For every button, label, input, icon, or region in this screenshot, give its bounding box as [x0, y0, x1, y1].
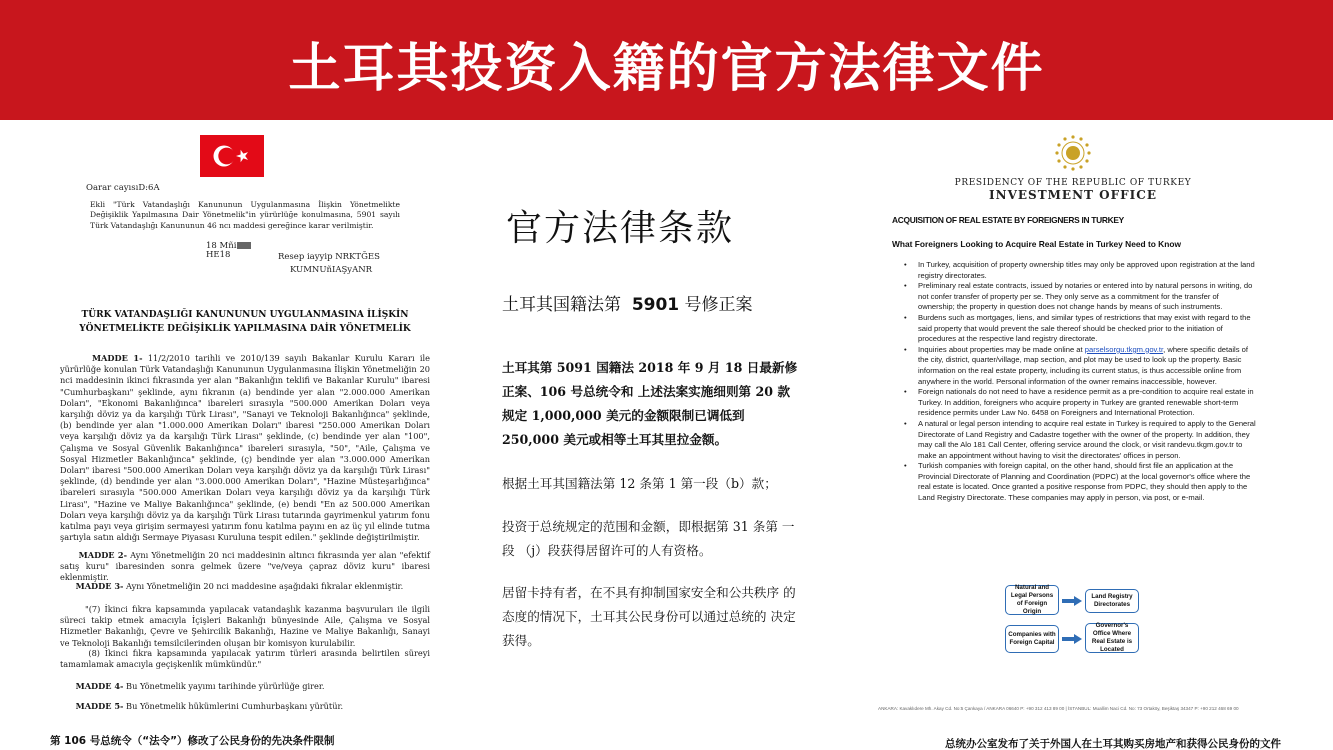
article-1: MADDE 1- 11/2/2010 tarihli ve 2010/139 sayılı Bakanlar Kurulu Kararı ile yürürlüğe konulan Türk Vatandaşlığı Kanununun Uygulanmasına İlişkin Yönetmeliğin 20 nci maddesinin ikinci fıkrasında yer alan "Bakanlığın teklifi ve Bakanlar Kurulu" ibaresi "Cumhurbaşkanı" şeklinde, aynı fıkranın (a) bendinde yer alan "2.000.000 Amerikan Doları", "Ekonomi Bakanlığınca" ibareleri sırasıyla "500.000 Amerikan Doları veya karşılığı döviz ya da karşılığı Türk Lirası", "Sanayi ve Teknoloji Bakanlığınca" şeklinde, (b) bendinde yer alan "1.000.000 Amerikan Doları" ibaresi "250.000 Amerikan Doları veya karşılığı döviz ya da karşılığı Türk Lirası" şeklinde, (c) bendinde yer alan "100", Çalışma ve Sosyal Güvenlik Bakanlığınca" ibareleri sırasıyla, "50", "Aile, Çalışma ve Sosyal Hizmetler Bakanlığınca" şeklinde, (ç) bendinde yer alan "3.000.000 Amerikan Doları" ibaresi "500.000 Amerikan Doları veya karşılığı döviz ya da karşılığı Türk Lirası" şeklinde, (d) bendinde yer alan "3.000.000 Amerikan Doları", "Hazine Müsteşarlığınca" ibareleri sırasıyla "500.000 Amerikan Doları veya karşılığı döviz ya da karşılığı Türk Lirası", "Hazine ve Maliye Bakanlığınca" şeklinde, (e) bendi "En az 500.000 Amerikan Doları veya karşılığı döviz ya da karşılığı Türk Lirası tutarında gayrimenkul yatırım fonu katılma payı veya girişim sermayesi yatırım fonu katılma payını en az üç yıl elinde tutma şartıyla satın aldığı Sermaye Piyasası Kuruluna tespit edilen." şeklinde değiştirilmiştir. — [60, 353, 430, 543]
official-clauses-title: 官方法律条款 — [506, 208, 735, 249]
what-foreigners-heading: What Foreigners Looking to Acquire Real Estate in Turkey Need to Know — [892, 239, 1181, 249]
right-document-caption: 总统办公室发布了关于外国人在土耳其购买房地产和获得公民身份的文件 — [945, 738, 1281, 750]
list-item: • Turkish companies with foreign capital, on the other hand, should first file an application at the Provincial Directorate of Planning and Coordination (PDPC) at the local governor's office where the real estate is located. Once granted a positive response from PDPC, they should then apply to the Land Registry Directorate. These companies may apply in person, via post, or e-mail. — [904, 461, 1256, 503]
list-item: • Preliminary real estate contracts, issued by notaries or entered into by natural persons in writing, do not confer transfer of property per se. They only serve as a commitment for the transfer of ownership; the property in question does not change hands by means of such instruments. — [904, 281, 1256, 313]
amendment-subtitle: 土耳其国籍法第 5901 号修正案 — [502, 295, 753, 315]
flow-arrow-icon — [1062, 634, 1082, 644]
list-item: • Foreign nationals do not need to have a residence permit as a pre-condition to acquire real estate in Turkey. In addition, foreigners who acquire property in Turkey are granted renewable short-term residence permits under Law No. 6458 on Foreigners and International Protection. — [904, 387, 1256, 419]
investment-office-document — [878, 122, 1268, 722]
amendment-paragraph-4: 居留卡持有者，在不具有抑制国家安全和公共秩序 的态度的情况下，土耳其公民身份可以通过总统的 决定获得。 — [502, 585, 796, 648]
decree-date-2: HE18 — [206, 250, 231, 260]
decree-reference: Oarar cayısıD:6A — [86, 183, 160, 193]
article-5: MADDE 5- Bu Yönetmelik hükümlerini Cumhurbaşkanı yürütür. — [75, 701, 344, 711]
decree-intro: Ekli "Türk Vatandaşlığı Kanununun Uygulanmasına İlişkin Yönetmelikte Değişiklik Yapılmasına Dair Yönetmelik"in yürürlüğe konulmasına, 5901 sayılı Türk Vatandaşlığı Kanununun 46 ncı maddesi gereğince karar verilmiştir. — [90, 200, 400, 230]
list-item: • A natural or legal person intending to acquire real estate in Turkey is required to apply to the General Directorate of Land Registry and Cadastre together with the owner of the property. In addition, they may call the Alo 181 Call Center, offering service around the clock, or visit randevu.tkgm.gov.tr to make an appointment without having to visit the directorates' offices in person. — [904, 419, 1256, 461]
flow-box-governors-office: Governor's Office Where Real Estate is Located — [1085, 623, 1139, 653]
turkish-flag-icon — [200, 135, 264, 177]
flow-box-natural-persons: Natural and Legal Persons of Foreign Origin — [1005, 585, 1059, 615]
regulation-heading-1: TÜRK VATANDAŞLIĞI KANUNUNUN UYGULANMASINA İLİŞKİN — [81, 310, 409, 320]
list-item: • Inquiries about properties may be made online at parselsorgu.tkgm.gov.tr, where specific details of the city, district, quarter/village, map section, and plot may be used to look up the property. Basic information on the real estate property, including its current status, is thus accessible online from anywhere in the world. Personal information of the owner remains inaccessible, however. — [904, 345, 1256, 387]
amendment-paragraph-2: 根据土耳其国籍法第 12 条第 1 第一段（b）款； — [502, 476, 777, 491]
signature-title: KUMNUñIAŞyANR — [290, 265, 373, 275]
turkish-decree-document — [40, 128, 440, 728]
amendment-paragraph-3: 投资于总统规定的范围和金额，即根据第 31 条第 一段 （j）段获得居留许可的人有资格。 — [502, 519, 795, 558]
amendment-paragraph-1: 土耳其第 5091 国籍法 2018 年 9 月 18 日最新修 正案、106 号总统令和 上述法案实施细则第 20 款 规定 1,000,000 美元的金额限制已调低到 250,000 美元或相等土耳其里拉金额。 — [502, 360, 798, 447]
list-item: • In Turkey, acquisition of property ownership titles may only be approved upon registration at the land registry directorates. — [904, 260, 1256, 281]
left-document-caption: 第 106 号总统令（“法令”）修改了公民身份的先决条件限制 — [50, 735, 335, 747]
parselsorgu-link[interactable]: parselsorgu.tkgm.gov.tr — [1084, 344, 1164, 354]
presidential-seal-icon — [1050, 134, 1096, 174]
investment-office-label: INVESTMENT OFFICE — [989, 188, 1157, 202]
flow-box-foreign-capital: Companies with Foreign Capital — [1005, 625, 1059, 653]
title-banner — [0, 0, 1333, 120]
office-addresses-footer: ANKARA: Kavaklıdere Mh. Akay Cd. No:5 Çankaya / ANKARA 06640 P: +90 312 413 89 00 | İSTANBUL: Muallim Naci Cd. No: 73 Ortaköy, Beşiktaş 34347 P: +90 212 468 69 00 — [878, 706, 1239, 711]
regulation-heading-2: YÖNETMELİKTE DEĞİŞİKLİK YAPILMASINA DAİR YÖNETMELİK — [79, 324, 411, 334]
presidency-label: PRESIDENCY OF THE REPUBLIC OF TURKEY — [954, 178, 1192, 188]
flow-arrow-icon — [1062, 596, 1082, 606]
article-3: MADDE 3- Aynı Yönetmeliğin 20 nci maddesine aşağıdaki fıkralar eklenmiştir. — [75, 581, 404, 591]
article-2: MADDE 2- Aynı Yönetmeliğin 20 nci maddesinin altıncı fıkrasında yer alan "efektif satış kuru" ibaresinden sonra gelmek üzere "ve/veya çapraz döviz kuru" ibaresi eklenmiştir. — [60, 550, 430, 583]
signature-name: Resep iayyip NRKTĞES — [278, 252, 380, 262]
article-3-paragraph-8: (8) İkinci fıkra kapsamında yapılacak yatırım türleri arasında belirtilen süreyi tamamlamak amacıyla geçişkenlik mümkündür." — [60, 648, 430, 670]
acquisition-heading: ACQUISITION OF REAL ESTATE BY FOREIGNERS IN TURKEY — [892, 215, 1124, 225]
requirements-list — [904, 260, 1256, 504]
page-title: 土耳其投资入籍的官方法律文件 — [288, 39, 1045, 99]
decree-date: 18 Mñi — [206, 241, 251, 252]
chinese-legal-summary — [488, 122, 866, 700]
list-item: • Burdens such as mortgages, liens, and similar types of restrictions that may exist with regard to the said property that would prevent the sale thereof should be checked prior to the initiation of procedures at the respective land registry directorate. — [904, 313, 1256, 345]
flow-box-land-registry: Land Registry Directorates — [1085, 589, 1139, 613]
article-4: MADDE 4- Bu Yönetmelik yayımı tarihinde yürürlüğe girer. — [75, 681, 325, 691]
article-3-paragraph-7: "(7) İkinci fıkra kapsamında yapılacak vatandaşlık kazanma başvuruları ile ilgili süreci takip etmek amacıyla İçişleri Bakanlığı bünyesinde Aile, Çalışma ve Sosyal Hizmetler Bakanlığı, Çevre ve Şehircilik Bakanlığı, Hazine ve Maliye Bakanlığı, Sanayi ve Teknoloji Bakanlığı temsilcilerinden oluşan bir komisyon kurulabilir. — [60, 604, 430, 648]
